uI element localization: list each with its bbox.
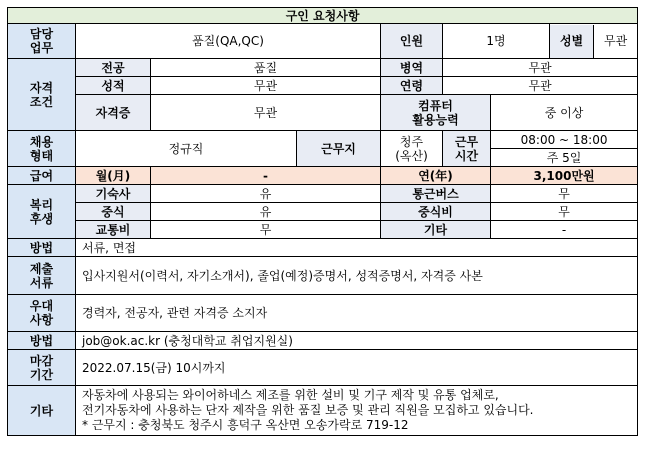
employment-type-value: 정규직 xyxy=(76,131,297,167)
monthly-salary-label: 월(月) xyxy=(76,167,151,185)
certificate-label: 자격증 xyxy=(76,95,151,131)
deadline-value: 2022.07.15(금) 10시까지 xyxy=(76,350,638,386)
etc-line: * 근무지 : 충청북도 청주시 흥덕구 옥산면 오송가락로 719-12 xyxy=(82,418,409,432)
work-location-value: 청주 (옥산) xyxy=(381,131,443,167)
headcount-value: 1명 xyxy=(443,24,550,59)
welfare-etc-label: 기타 xyxy=(381,221,491,239)
etc-label: 기타 xyxy=(8,386,76,436)
preference-value: 경력자, 전공자, 관련 자격증 소지자 xyxy=(76,295,638,332)
selection-method-value: 서류, 면접 xyxy=(76,239,638,257)
documents-label: 제출 서류 xyxy=(8,257,76,295)
selection-method-label: 방법 xyxy=(8,239,76,257)
deadline-label: 마감 기간 xyxy=(8,350,76,386)
lunch-value: 유 xyxy=(151,203,381,221)
preference-label: 우대 사항 xyxy=(8,295,76,332)
etc-value xyxy=(76,386,638,436)
etc-line: 전기자동차에 사용하는 단자 제작을 위한 품질 보증 및 관리 직원을 모집하고 있습니다. xyxy=(82,403,534,417)
welfare-etc-value: - xyxy=(491,221,638,239)
annual-salary-label: 연(年) xyxy=(381,167,491,185)
grade-value: 무관 xyxy=(151,77,381,95)
transport-fee-value: 무 xyxy=(151,221,381,239)
duty-value: 품질(QA,QC) xyxy=(76,24,381,59)
military-value: 무관 xyxy=(443,59,638,77)
commute-bus-label: 통근버스 xyxy=(381,185,491,203)
work-hours-label: 근무 시간 xyxy=(443,131,491,167)
qualification-label: 자격 조건 xyxy=(8,59,76,131)
lunch-fee-label: 중식비 xyxy=(381,203,491,221)
form-title: 구인 요청사항 xyxy=(8,8,638,24)
duty-label: 담당 업무 xyxy=(8,24,76,59)
employment-type-label: 채용 형태 xyxy=(8,131,76,167)
computer-skill-value: 중 이상 xyxy=(491,95,638,131)
work-location-label: 근무지 xyxy=(297,131,381,167)
dormitory-label: 기숙사 xyxy=(76,185,151,203)
etc-line: 자동차에 사용되는 와이어하네스 제조를 위한 설비 및 기구 제작 및 유통 업체로, xyxy=(82,388,499,402)
military-label: 병역 xyxy=(381,59,443,77)
dormitory-value: 유 xyxy=(151,185,381,203)
age-value: 무관 xyxy=(443,77,638,95)
apply-method-value: job@ok.ac.kr (충청대학교 취업지원실) xyxy=(76,332,638,350)
age-label: 연령 xyxy=(381,77,443,95)
gender-cell xyxy=(550,24,638,59)
grade-label: 성적 xyxy=(76,77,151,95)
lunch-label: 중식 xyxy=(76,203,151,221)
apply-method-label: 방법 xyxy=(8,332,76,350)
certificate-value: 무관 xyxy=(151,95,381,131)
monthly-salary-value: - xyxy=(151,167,381,185)
job-request-table xyxy=(7,7,638,436)
major-label: 전공 xyxy=(76,59,151,77)
commute-bus-value: 무 xyxy=(491,185,638,203)
transport-fee-label: 교통비 xyxy=(76,221,151,239)
annual-salary-value: 3,100만원 xyxy=(491,167,638,185)
major-value: 품질 xyxy=(151,59,381,77)
work-hours-value: 08:00 ~ 18:00 xyxy=(491,131,638,149)
job-request-form xyxy=(7,7,637,459)
salary-label: 급여 xyxy=(8,167,76,185)
documents-value: 입사지원서(이력서, 자기소개서), 졸업(예정)증명서, 성적증명서, 자격증 사본 xyxy=(76,257,638,295)
headcount-label: 인원 xyxy=(381,24,443,59)
gender-label: 성별 xyxy=(550,25,594,58)
welfare-label: 복리 후생 xyxy=(8,185,76,239)
work-days-value: 주 5일 xyxy=(491,149,638,167)
computer-skill-label: 컴퓨터 활용능력 xyxy=(381,95,491,131)
lunch-fee-value: 무 xyxy=(491,203,638,221)
gender-value: 무관 xyxy=(604,34,628,48)
